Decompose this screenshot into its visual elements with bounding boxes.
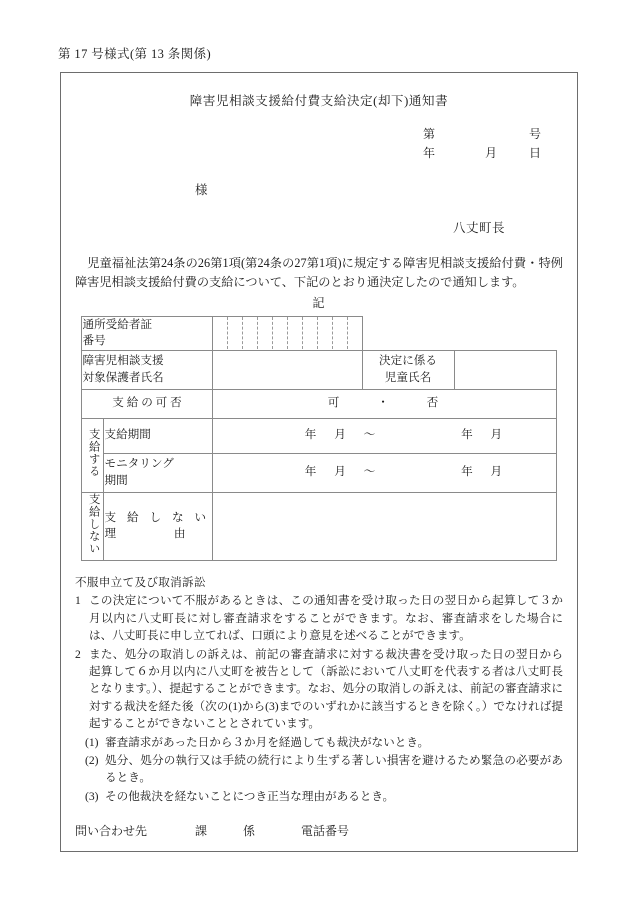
receipt-number-box[interactable] xyxy=(348,317,362,349)
appeal-sub-item xyxy=(75,788,563,805)
monitoring-period-value[interactable] xyxy=(212,453,556,492)
receipt-number-spacer xyxy=(362,316,556,350)
monitoring-period-label xyxy=(104,453,212,492)
table-row-receipt-number xyxy=(82,316,556,350)
appeal-item-marker: 2 xyxy=(75,647,81,661)
table-row-decision xyxy=(82,389,556,418)
monitoring-period-tilde: ～ xyxy=(363,465,376,479)
document-inner xyxy=(61,73,577,851)
table-row-deny-reason xyxy=(82,492,556,560)
decision-option-yes[interactable]: 可 xyxy=(327,396,342,410)
child-label-line1: 決定に係る xyxy=(379,354,437,368)
grant-period-month2: 月 xyxy=(490,428,503,442)
guardian-name-label xyxy=(82,350,212,389)
monitoring-label-line2: 期間 xyxy=(104,473,128,487)
appeal-item-text: この決定について不服があるときは、この通知書を受け取った日の翌日から起算して３か月以内に八丈町長に対し審査請求をすることができます。なお、審査請求をした場合には、八丈町長に申し立てれば、口頭により意見を述べることができます。 xyxy=(89,594,563,643)
appeal-sub-item xyxy=(75,734,563,751)
deny-vertical-text: 支給しない xyxy=(87,492,100,555)
document-number-unit: 号 xyxy=(528,127,541,141)
decision-option-no[interactable]: 否 xyxy=(426,396,441,410)
grant-period-year2: 年 xyxy=(461,428,473,442)
receipt-number-box[interactable] xyxy=(333,317,348,349)
grant-period-label: 支給期間 xyxy=(104,418,212,453)
body-paragraph: 児童福祉法第24条の26第1項(第24条の27第1項)に規定する障害児相談支援給付費・特例障害児相談支援給付費の支給について、下記のとおり通決定したので通知します。 xyxy=(75,256,563,290)
deny-reason-label-yu: 由 xyxy=(173,527,186,541)
appeal-item xyxy=(75,592,563,644)
document-title: 障害児相談支援給付費支給決定(却下)通知書 xyxy=(189,94,449,108)
contact-label: 問い合わせ先 xyxy=(75,824,148,839)
grant-vertical-label xyxy=(82,418,104,492)
appeal-sub-item-marker: (3) xyxy=(85,789,99,803)
receipt-number-box[interactable] xyxy=(258,317,273,349)
addressee-line: 様 xyxy=(195,183,208,198)
grant-period-year1: 年 xyxy=(304,428,317,442)
appeal-sub-item-text: 処分、処分の執行又は手続の続行により生ずる著しい損害を避けるため緊急の必要があるとき。 xyxy=(105,753,563,785)
receipt-number-box[interactable] xyxy=(288,317,303,349)
grant-vertical-text: 支給する xyxy=(87,427,100,478)
deny-reason-label xyxy=(104,492,212,560)
form-number-label: 第 17 号様式(第 13 条関係) xyxy=(58,47,212,61)
grant-period-value[interactable] xyxy=(212,418,556,453)
receipt-number-box[interactable] xyxy=(243,317,258,349)
issuer-name: 八丈町長 xyxy=(452,221,505,236)
decision-options-line[interactable] xyxy=(213,395,556,411)
grant-period-month1: 月 xyxy=(334,428,346,442)
appeal-item-marker: 1 xyxy=(75,594,81,608)
receipt-number-box[interactable] xyxy=(318,317,333,349)
table-row-monitoring-period xyxy=(82,453,556,492)
guardian-label-line2: 対象保護者氏名 xyxy=(82,370,164,384)
date-year-label: 年 xyxy=(422,145,435,160)
deny-reason-label-line1: 支 給 し な い xyxy=(104,510,211,524)
appeal-sub-item-text: 審査請求があった日から３か月を経過しても裁決がないとき。 xyxy=(105,735,430,749)
decision-options[interactable] xyxy=(212,389,556,418)
deny-reason-label-ri: 理 xyxy=(104,527,117,541)
appeal-sub-item xyxy=(75,752,563,787)
receipt-number-label-line1: 通所受給者証 xyxy=(82,317,153,331)
number-date-block xyxy=(75,125,563,162)
guardian-label-line1: 障害児相談支援 xyxy=(82,354,164,368)
receipt-number-boxes[interactable] xyxy=(213,317,362,349)
document-number-value xyxy=(485,125,529,144)
grant-period-line[interactable] xyxy=(213,427,556,443)
date-month-label: 月 xyxy=(484,145,497,160)
document-frame xyxy=(60,72,578,852)
appeal-item xyxy=(75,646,563,733)
appeal-sub-item-marker: (1) xyxy=(85,735,99,749)
ki-mark: 記 xyxy=(312,295,326,310)
appeal-item-text: また、処分の取消しの訴えは、前記の審査請求に対する裁決書を受け取った日の翌日から起算して６か月以内に八丈町を被告として（訴訟において八丈町を代表する者は八丈町長となります。）、提起することができます。なお、処分の取消しの訴えは、前記の審査請求に対する裁決を経た後（次の(1)から(3)までのいずれかに該当するときを除く。）でなければ提起することができないこととされています。 xyxy=(89,647,563,731)
contact-division-label: 課 xyxy=(195,824,208,839)
receipt-number-label xyxy=(82,316,212,350)
contact-line xyxy=(75,822,563,839)
receipt-number-box[interactable] xyxy=(303,317,318,349)
date-day-label: 日 xyxy=(528,145,541,160)
receipt-number-input[interactable] xyxy=(212,316,362,350)
contact-phone-label: 電話番号 xyxy=(301,824,350,839)
monitoring-period-line[interactable] xyxy=(213,464,556,480)
document-number-label: 第 xyxy=(422,127,435,141)
appeal-heading: 不服申立て及び取消訴訟 xyxy=(75,576,206,590)
monitoring-period-year2: 年 xyxy=(461,465,473,479)
deny-reason-value[interactable] xyxy=(212,492,556,560)
deny-vertical-label xyxy=(82,492,104,560)
decision-option-separator: ・ xyxy=(377,396,391,410)
child-label-line2: 児童氏名 xyxy=(384,370,432,384)
document-date-row xyxy=(423,144,541,163)
receipt-number-box[interactable] xyxy=(273,317,288,349)
appeal-sub-item-text: その他裁決を経ないことにつき正当な理由があるとき。 xyxy=(105,789,395,803)
child-name-label xyxy=(362,350,454,389)
monitoring-period-month1: 月 xyxy=(334,465,346,479)
guardian-name-value[interactable] xyxy=(212,350,362,389)
monitoring-period-year1: 年 xyxy=(304,465,317,479)
grant-period-tilde: ～ xyxy=(363,428,376,442)
table-row-names xyxy=(82,350,556,389)
table-row-grant-period xyxy=(82,418,556,453)
contact-section-label: 係 xyxy=(243,824,256,839)
document-number-row xyxy=(423,125,541,144)
monitoring-period-month2: 月 xyxy=(490,465,503,479)
child-name-value[interactable] xyxy=(454,350,556,389)
appeal-sub-item-marker: (2) xyxy=(85,753,99,767)
decision-label: 支 給 の 可 否 xyxy=(82,389,212,418)
appeal-section xyxy=(75,574,563,805)
decision-table xyxy=(81,316,556,561)
receipt-number-box[interactable] xyxy=(228,317,243,349)
deny-reason-label-line2 xyxy=(104,526,211,542)
receipt-number-box[interactable] xyxy=(213,317,228,349)
receipt-number-label-line2: 番号 xyxy=(82,334,106,348)
monitoring-label-line1: モニタリング xyxy=(104,457,174,471)
